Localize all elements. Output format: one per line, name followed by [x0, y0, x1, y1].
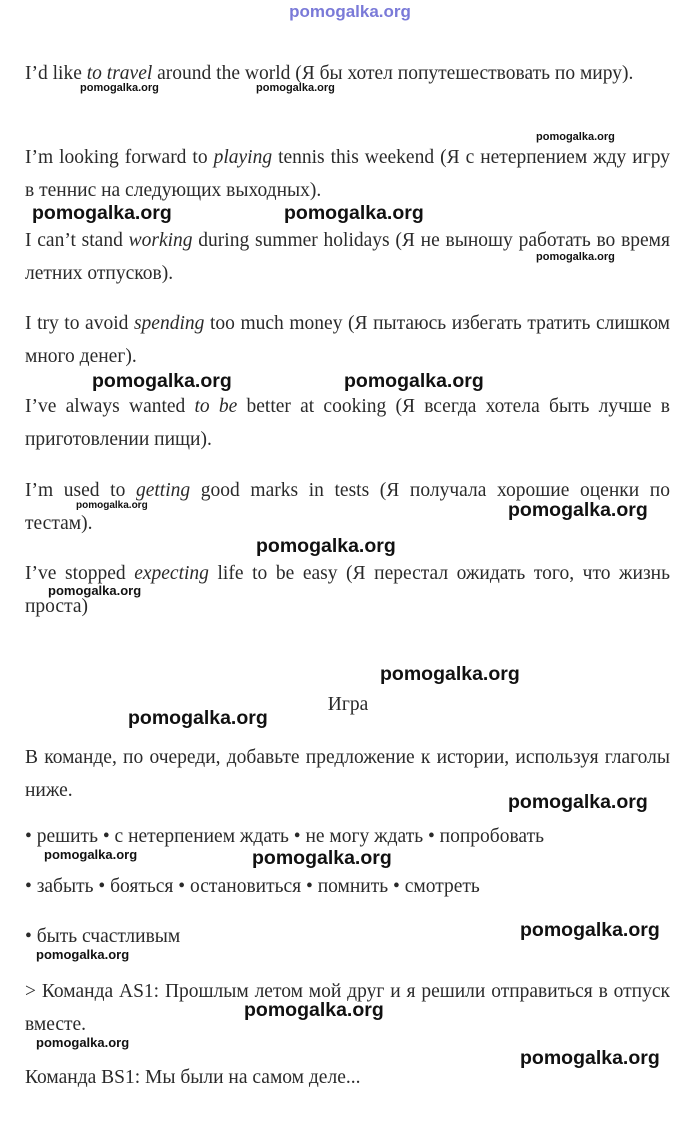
verbs-list-line-3: • быть счастливым — [25, 926, 181, 947]
watermark: pomogalka.org — [508, 791, 648, 813]
watermark: pomogalka.org — [36, 1035, 130, 1050]
sentence-6: I’m used to getting good marks in tests (Я получала хорошие оценки по тестам). — [25, 480, 670, 534]
verbs-list-line-2: • забыть • бояться • остановиться • помнить • смотреть — [25, 876, 480, 897]
sentence-1: I’d like to travel around the world (Я бы хотел попутешествовать по миру). — [25, 63, 634, 84]
watermark: pomogalka.org — [80, 82, 159, 94]
watermark: pomogalka.org — [536, 251, 615, 263]
sentence-7: I’ve stopped expecting life to be easy (Я перестал ожидать того, что жизнь проста) — [25, 563, 670, 617]
watermark: pomogalka.org — [508, 499, 648, 521]
watermark: pomogalka.org — [256, 82, 335, 94]
watermark: pomogalka.org — [244, 999, 384, 1021]
site-header[interactable]: pomogalka.org — [289, 2, 411, 21]
team-a-line: > Команда AS1: Прошлым летом мой друг и я решили отправиться в отпуск вместе. — [25, 981, 670, 1035]
watermark: pomogalka.org — [252, 847, 392, 869]
watermark: pomogalka.org — [44, 847, 138, 862]
watermark: pomogalka.org — [284, 202, 424, 224]
watermark: pomogalka.org — [48, 583, 142, 598]
watermark: pomogalka.org — [520, 919, 660, 941]
sentence-5: I’ve always wanted to be better at cooking (Я всегда хотела быть лучше в приготовлении пищи). — [25, 396, 670, 450]
sentence-3: I can’t stand working during summer holidays (Я не выношу работать во время летних отпусков). — [25, 230, 670, 284]
watermark: pomogalka.org — [536, 131, 615, 143]
watermark: pomogalka.org — [128, 707, 268, 729]
watermark: pomogalka.org — [520, 1047, 660, 1069]
watermark: pomogalka.org — [92, 370, 232, 392]
watermark: pomogalka.org — [32, 202, 172, 224]
sentence-4: I try to avoid spending too much money (Я пытаюсь избегать тратить слишком много денег). — [25, 313, 670, 367]
watermark: pomogalka.org — [256, 535, 396, 557]
game-instruction: В команде, по очереди, добавьте предложение к истории, используя глаголы ниже. — [25, 747, 670, 801]
watermark: pomogalka.org — [36, 947, 130, 962]
watermark: pomogalka.org — [380, 663, 520, 685]
watermark: pomogalka.org — [344, 370, 484, 392]
verbs-list-line-1: • решить • с нетерпением ждать • не могу ждать • попробовать — [25, 826, 544, 847]
sentence-2: I’m looking forward to playing tennis this weekend (Я с нетерпением жду игру в теннис на следующих выходных). — [25, 147, 670, 201]
game-title: Игра — [327, 694, 369, 715]
watermark: pomogalka.org — [76, 500, 148, 511]
team-b-line: Команда BS1: Мы были на самом деле... — [25, 1067, 361, 1088]
